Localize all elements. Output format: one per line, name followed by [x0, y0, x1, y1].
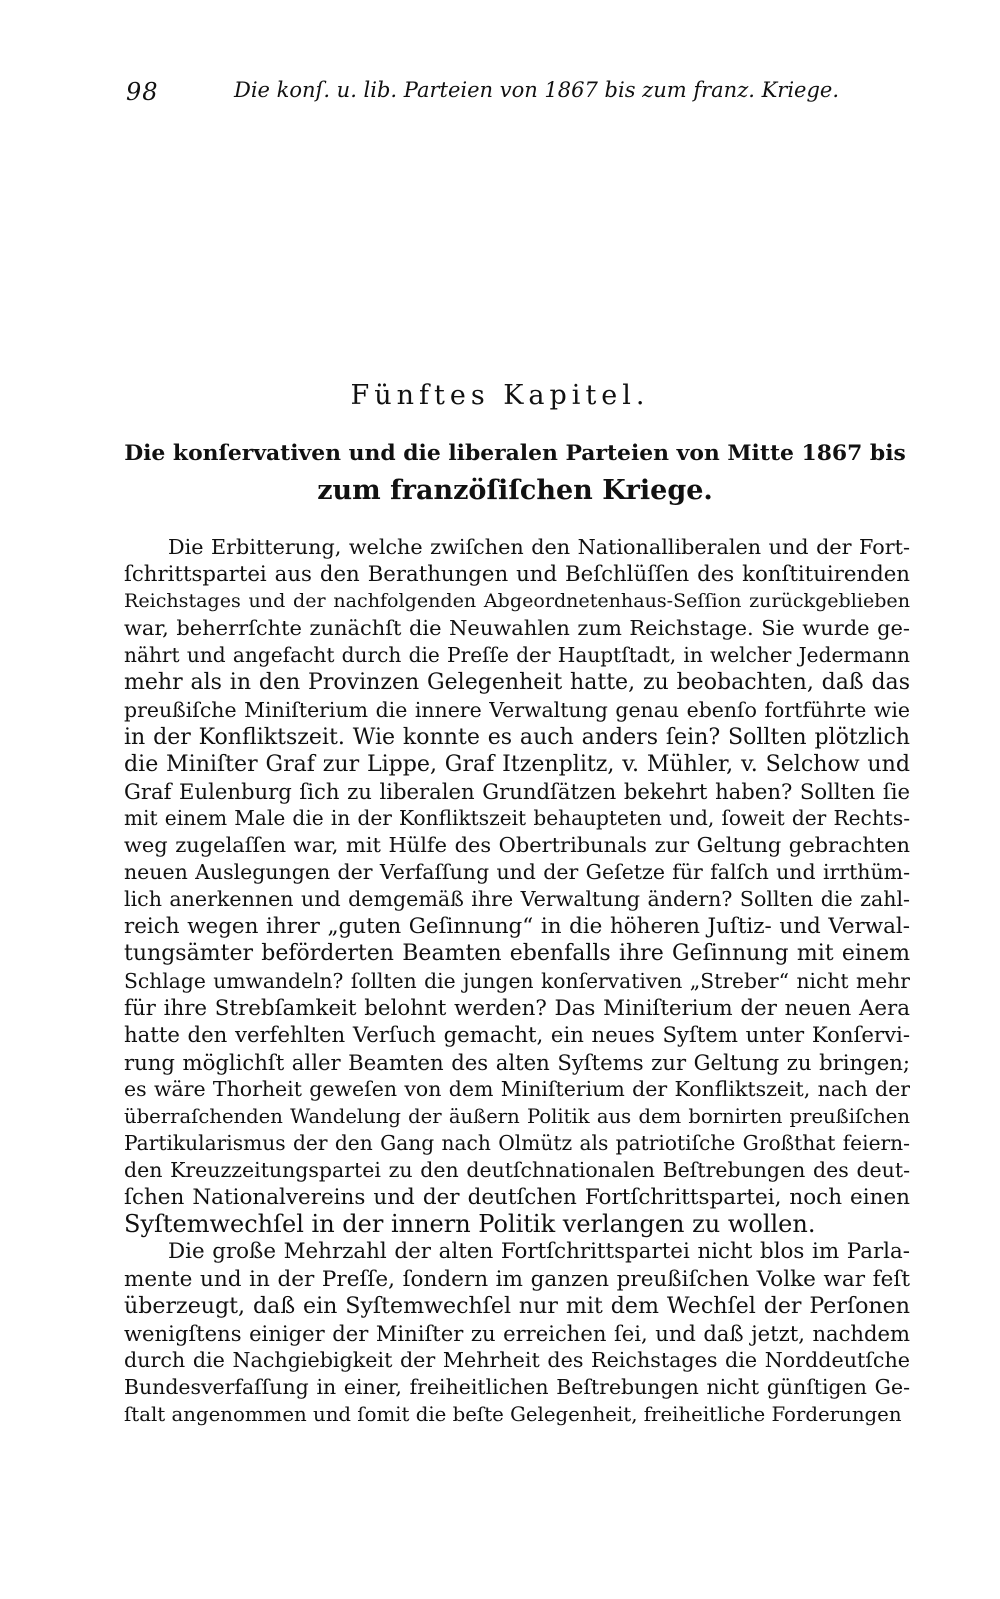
text-line: für ihre Strebſamkeit belohnt werden? Das Miniſterium der neuen Aera	[124, 995, 910, 1021]
text-line: überraſchenden Wandelung der äußern Politik aus dem bornirten preußiſchen	[124, 1104, 910, 1128]
text-line: neuen Auslegungen der Verfaſſung und der Geſetze für falſch und irrthüm-	[124, 860, 910, 885]
text-line: ſtalt angenommen und ſomit die beſte Gelegenheit, freiheitliche Forderungen	[124, 1403, 902, 1426]
text-line: durch die Nachgiebigkeit der Mehrheit des Reichstages die Norddeutſche	[124, 1347, 910, 1372]
text-line: Partikularismus der den Gang nach Olmütz als patriotiſche Großthat feiern-	[124, 1131, 910, 1156]
text-line: in der Konfliktszeit. Wie konnte es auch anders ſein? Sollten plötzlich	[124, 724, 910, 750]
running-title: Die konſ. u. lib. Parteien von 1867 bis zum franz. Kriege.	[234, 78, 840, 102]
text-line: ſchen Nationalvereins und der deutſchen Fortſchrittspartei, noch einen	[124, 1185, 910, 1211]
chapter-title	[120, 434, 910, 510]
chapter-title-line: Die konſervativen und die liberalen Parteien von Mitte 1867 bis	[124, 440, 906, 466]
chapter-title-line: zum franzöſiſchen Kriege.	[317, 475, 713, 506]
text-line: nährt und angefacht durch die Preſſe der Hauptſtadt, in welcher Jedermann	[124, 643, 910, 668]
text-line: reich wegen ihrer „guten Geſinnung“ in die höheren Juſtiz- und Verwal-	[124, 914, 910, 940]
text-line: ſchrittspartei aus den Berathungen und Beſchlüſſen des konſtituirenden	[124, 562, 910, 588]
paragraph	[124, 1238, 910, 1428]
chapter-label: Fünftes Kapitel.	[350, 380, 650, 411]
text-line: rung möglichſt aller Beamten des alten Syſtems zur Geltung zu bringen;	[124, 1049, 910, 1075]
text-line: lich anerkennen und demgemäß ihre Verwaltung ändern? Sollten die zahl-	[124, 887, 910, 912]
text-line: mit einem Male die in der Konfliktszeit behaupteten und, ſoweit der Rechts-	[124, 805, 910, 830]
text-line: war, beherrſchte zunächſt die Neuwahlen zum Reichstage. Sie wurde ge-	[124, 616, 910, 641]
text-line: preußiſche Miniſterium die innere Verwaltung genau ebenſo fortführte wie	[124, 697, 910, 722]
running-head	[126, 78, 840, 112]
text-line: es wäre Thorheit geweſen von dem Miniſterium der Konfliktszeit, nach der	[124, 1076, 910, 1101]
text-line: mehr als in den Provinzen Gelegenheit hatte, zu beobachten, daß das	[124, 670, 910, 696]
text-line: Schlage umwandeln? ſollten die jungen konſervativen „Streber“ nicht mehr	[124, 968, 910, 993]
text-line: den Kreuzzeitungspartei zu den deutſchnationalen Beſtrebungen des deut-	[124, 1158, 910, 1183]
text-line: weg zugelaſſen war, mit Hülfe des Obertribunals zur Geltung gebrachten	[124, 833, 910, 858]
text-line: hatte den verfehlten Verſuch gemacht, ein neues Syſtem unter Konſervi-	[124, 1022, 910, 1048]
text-line: Graf Eulenburg ſich zu liberalen Grundſätzen bekehrt haben? Sollten ſie	[124, 778, 910, 804]
text-line: mente und in der Preſſe, ſondern im ganzen preußiſchen Volke war feſt	[124, 1266, 910, 1292]
text-line: tungsämter beförderten Beamten ebenfalls ihre Geſinnung mit einem	[124, 941, 910, 967]
text-line: Die Erbitterung, welche zwiſchen den Nationalliberalen und der Fort-	[168, 535, 910, 559]
text-line: überzeugt, daß ein Syſtemwechſel nur mit dem Wechſel der Perſonen	[124, 1292, 910, 1319]
text-line: Bundesverfaſſung in einer, freiheitlichen Beſtrebungen nicht günſtigen Ge-	[124, 1374, 910, 1399]
text-line: wenigſtens einiger der Miniſter zu erreichen ſei, und daß jetzt, nachdem	[124, 1320, 910, 1346]
body-text	[124, 534, 910, 1428]
page-number: 98	[126, 78, 159, 106]
text-line: Die große Mehrzahl der alten Fortſchrittspartei nicht blos im Parla-	[168, 1239, 910, 1265]
text-line: Reichstages und der nachfolgenden Abgeordnetenhaus-Seſſion zurückgeblieben	[124, 590, 910, 613]
paragraph	[124, 534, 910, 1238]
text-line: die Miniſter Graf zur Lippe, Graf Itzenplitz, v. Mühler, v. Selchow und	[124, 750, 910, 777]
text-line: Syſtemwechſel in der innern Politik verlangen zu wollen.	[124, 1211, 816, 1239]
